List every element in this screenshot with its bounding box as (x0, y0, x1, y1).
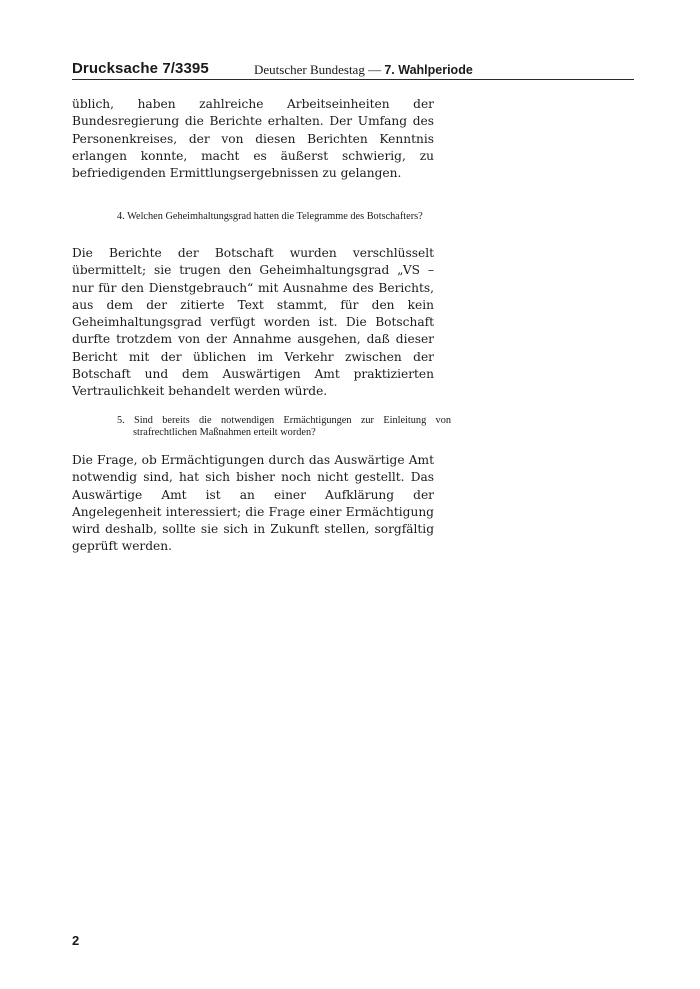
page-number: 2 (72, 933, 80, 948)
legislative-period: 7. Wahlperiode (384, 63, 473, 77)
answer-5: Die Frage, ob Ermächtigungen durch das Auswärtige Amt notwendig sind, hat sich bisher noch nicht gestellt. Das Auswärtige Amt ist an einer Aufklärung der Angelegenheit interessiert; die Frage einer Ermächtigung wird deshalb, sollte sie sich in Zukunft stellen, sorgfältig geprüft werden. (72, 453, 434, 554)
paragraph-intro: üblich, haben zahlreiche Arbeitseinheiten der Bundesregierung die Berichte erhalten. Der Umfang des Personenkreises, der von diesen Berichten Kenntnis erlangen konnte, macht es äußerst schwierig, zu befriedigenden Ermittlungsergebnissen zu gelangen. (72, 97, 434, 181)
header-publisher-line (254, 62, 473, 78)
question-5: 5. Sind bereits die notwendigen Ermächtigungen zur Einleitung von strafrechtlichen Maßnahmen erteilt worden? (117, 415, 451, 438)
header-rule (72, 79, 634, 80)
document-number: Drucksache 7/3395 (72, 60, 209, 77)
answer-4: Die Berichte der Botschaft wurden verschlüsselt übermittelt; sie trugen den Geheimhaltungsgrad „VS – nur für den Dienstgebrauch“ mit Ausnahme des Berichts, aus dem der zitierte Text stammt, für den kein Geheimhaltungsgrad verfügt worden ist. Die Botschaft durfte trotzdem von der Annahme ausgehen, daß dieser Bericht mit der üblichen im Verkehr zwischen der Botschaft und dem Auswärtigen Amt praktizierten Vertraulichkeit behandelt werden würde. (72, 246, 434, 399)
question-4: 4. Welchen Geheimhaltungsgrad hatten die Telegramme des Botschafters? (117, 211, 423, 222)
page-header (72, 60, 634, 84)
publisher-name: Deutscher Bundestag — (254, 62, 382, 77)
